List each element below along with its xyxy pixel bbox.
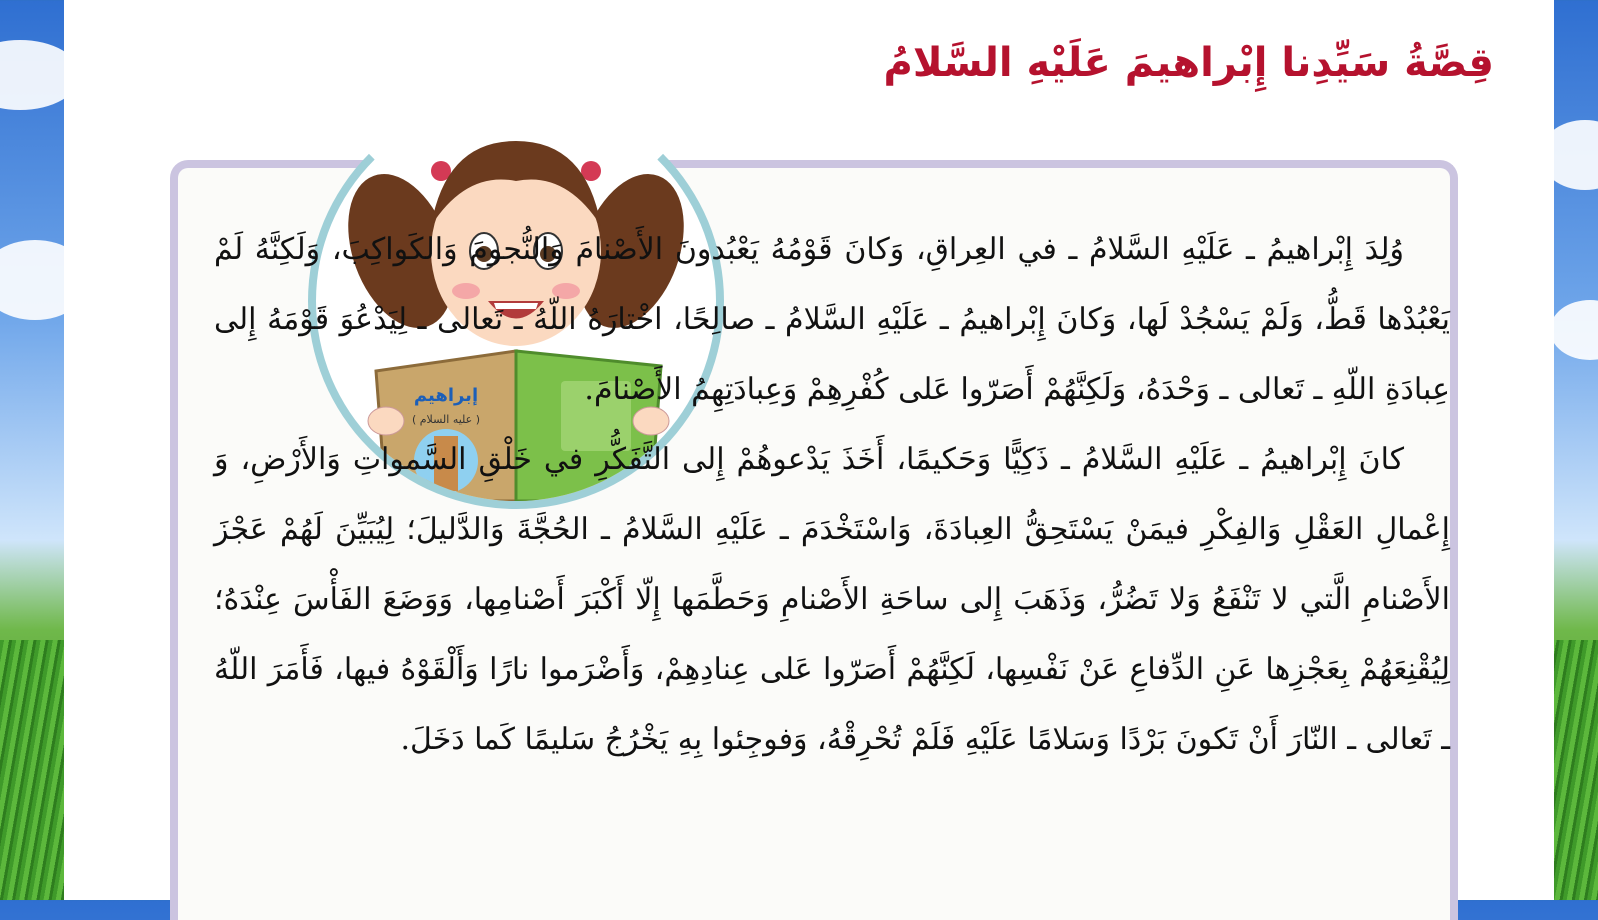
book-page [64, 0, 1554, 900]
page-title: قِصَّةُ سَيِّدِنا إِبْراهيمَ عَلَيْهِ السَّلامُ [883, 40, 1494, 86]
story-text [214, 215, 1450, 775]
book-cover-subtitle: ( عليه السلام ) [411, 413, 481, 426]
story-paragraph-1: وُلِدَ إِبْراهيمُ ـ عَلَيْهِ السَّلامُ ـ في العِراقِ، وَكانَ قَوْمُهُ يَعْبُدونَ الأَصْنامَ وَالنُّجومَ وَالكَواكِبَ، وَلَكِنَّهُ لَمْ يَعْبُدْها قَطُّ، وَلَمْ يَسْجُدْ لَها، وَكانَ إِبْراهيمُ ـ عَلَيْهِ السَّلامُ ـ صالِحًا، اخْتارَهُ اللّهُ ـ تَعالى ـ لِيَدْعُوَ قَوْمَهُ إِلى عِبادَةِ اللّهِ ـ تَعالى ـ وَحْدَهُ، وَلَكِنَّهُمْ أَصَرّوا عَلى كُفْرِهِمْ وَعِبادَتِهِمُ الأَصْنامَ. [214, 232, 1450, 407]
story-paragraph-2: كانَ إِبْراهيمُ ـ عَلَيْهِ السَّلامُ ـ ذَكِيًّا وَحَكيمًا، أَخَذَ يَدْعوهُمْ إِلى التَّفَكُّرِ في خَلْقِ السَّمواتِ وَالأَرْضِ، وَ إِعْمالِ العَقْلِ وَالفِكْرِ فيمَنْ يَسْتَحِقُّ العِبادَةَ، وَاسْتَخْدَمَ ـ عَلَيْهِ السَّلامُ ـ الحُجَّةَ وَالدَّليلَ؛ لِيُبَيِّنَ لَهُمْ عَجْزَ الأَصْنامِ الَّتي لا تَنْفَعُ وَلا تَضُرُّ، وَذَهَبَ إِلى ساحَةِ الأَصْنامِ وَحَطَّمَها إِلّا أَكْبَرَ أَصْنامِها، وَوَضَعَ الفَأْسَ عِنْدَهُ؛ لِيُقْنِعَهُمْ بِعَجْزِها عَنِ الدِّفاعِ عَنْ نَفْسِها، لَكِنَّهُمْ أَصَرّوا عَلى عِنادِهِمْ، وَأَضْرَموا نارًا وَأَلْقَوْهُ فيها، فَأَمَرَ اللّهُ ـ تَعالى ـ النّارَ أَنْ تَكونَ بَرْدًا وَسَلامًا عَلَيْهِ فَلَمْ تُحْرِقْهُ، وَفوجِئوا بِهِ يَخْرُجُ سَليمًا كَما دَخَلَ. [214, 442, 1450, 757]
cloud-decoration [1550, 300, 1598, 360]
book-cover-title: إبراهيم [413, 385, 479, 406]
